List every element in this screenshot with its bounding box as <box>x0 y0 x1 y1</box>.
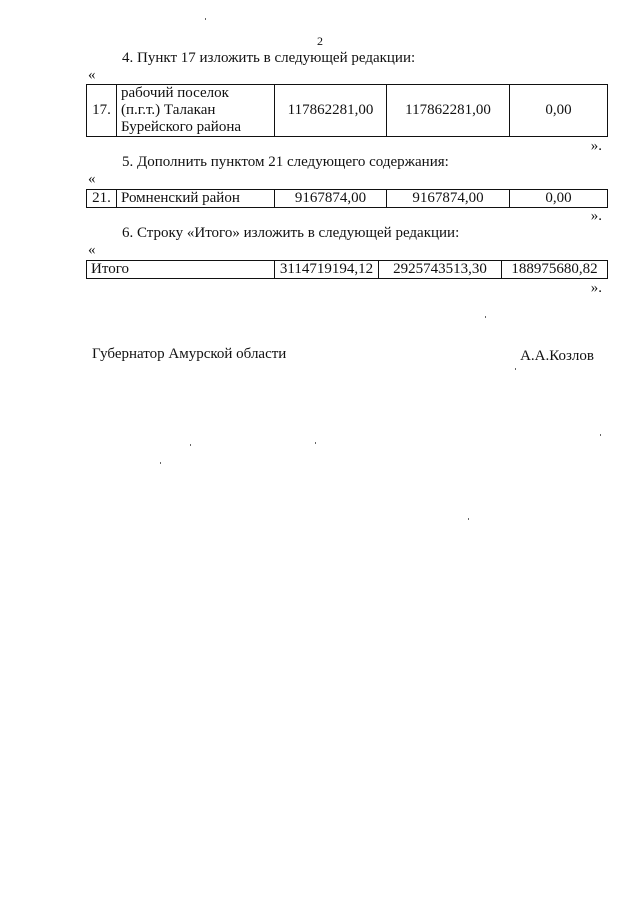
section-5-table <box>86 189 608 208</box>
table-row <box>87 261 608 279</box>
section-6-open-quote: « <box>88 242 96 258</box>
scan-speck <box>315 442 316 444</box>
row-value-3: 0,00 <box>510 190 608 208</box>
scan-speck <box>205 18 206 20</box>
scan-speck <box>468 518 469 520</box>
section-4-close-quote: ». <box>590 138 602 154</box>
table-row <box>87 85 608 137</box>
scan-speck <box>190 444 191 446</box>
row-name: Итого <box>87 261 275 279</box>
section-6-heading: 6. Строку «Итого» изложить в следующей редакции: <box>122 225 460 241</box>
row-value-1: 9167874,00 <box>275 190 387 208</box>
section-4-table <box>86 84 608 137</box>
section-4-heading: 4. Пункт 17 изложить в следующей редакции: <box>122 50 416 66</box>
row-value-1: 3114719194,12 <box>275 261 379 279</box>
row-name <box>117 85 275 137</box>
section-4-open-quote: « <box>88 67 96 83</box>
row-value-1: 117862281,00 <box>275 85 387 137</box>
row-number: 17. <box>87 85 117 137</box>
table-row <box>87 190 608 208</box>
scan-speck <box>600 434 601 436</box>
signature-position: Губернатор Амурской области <box>92 346 287 362</box>
page-number: 2 <box>317 34 323 48</box>
row-value-3: 188975680,82 <box>502 261 608 279</box>
row-name-line: Бурейского района <box>121 119 242 135</box>
section-6-table <box>86 260 608 279</box>
row-value-2: 2925743513,30 <box>379 261 502 279</box>
row-number: 21. <box>87 190 117 208</box>
row-name-line: (п.г.т.) Талакан <box>121 102 216 118</box>
scan-speck <box>515 368 516 370</box>
section-5-open-quote: « <box>88 171 96 187</box>
scan-speck <box>160 462 161 464</box>
row-value-2: 9167874,00 <box>387 190 510 208</box>
row-value-3: 0,00 <box>510 85 608 137</box>
signature-name: А.А.Козлов <box>520 348 594 364</box>
scan-speck <box>485 316 486 318</box>
section-5-heading: 5. Дополнить пунктом 21 следующего содержания: <box>122 154 449 170</box>
section-6-close-quote: ». <box>590 280 602 296</box>
section-5-close-quote: ». <box>590 208 602 224</box>
row-value-2: 117862281,00 <box>387 85 510 137</box>
row-name: Ромненский район <box>117 190 275 208</box>
row-name-line: рабочий поселок <box>121 85 229 101</box>
